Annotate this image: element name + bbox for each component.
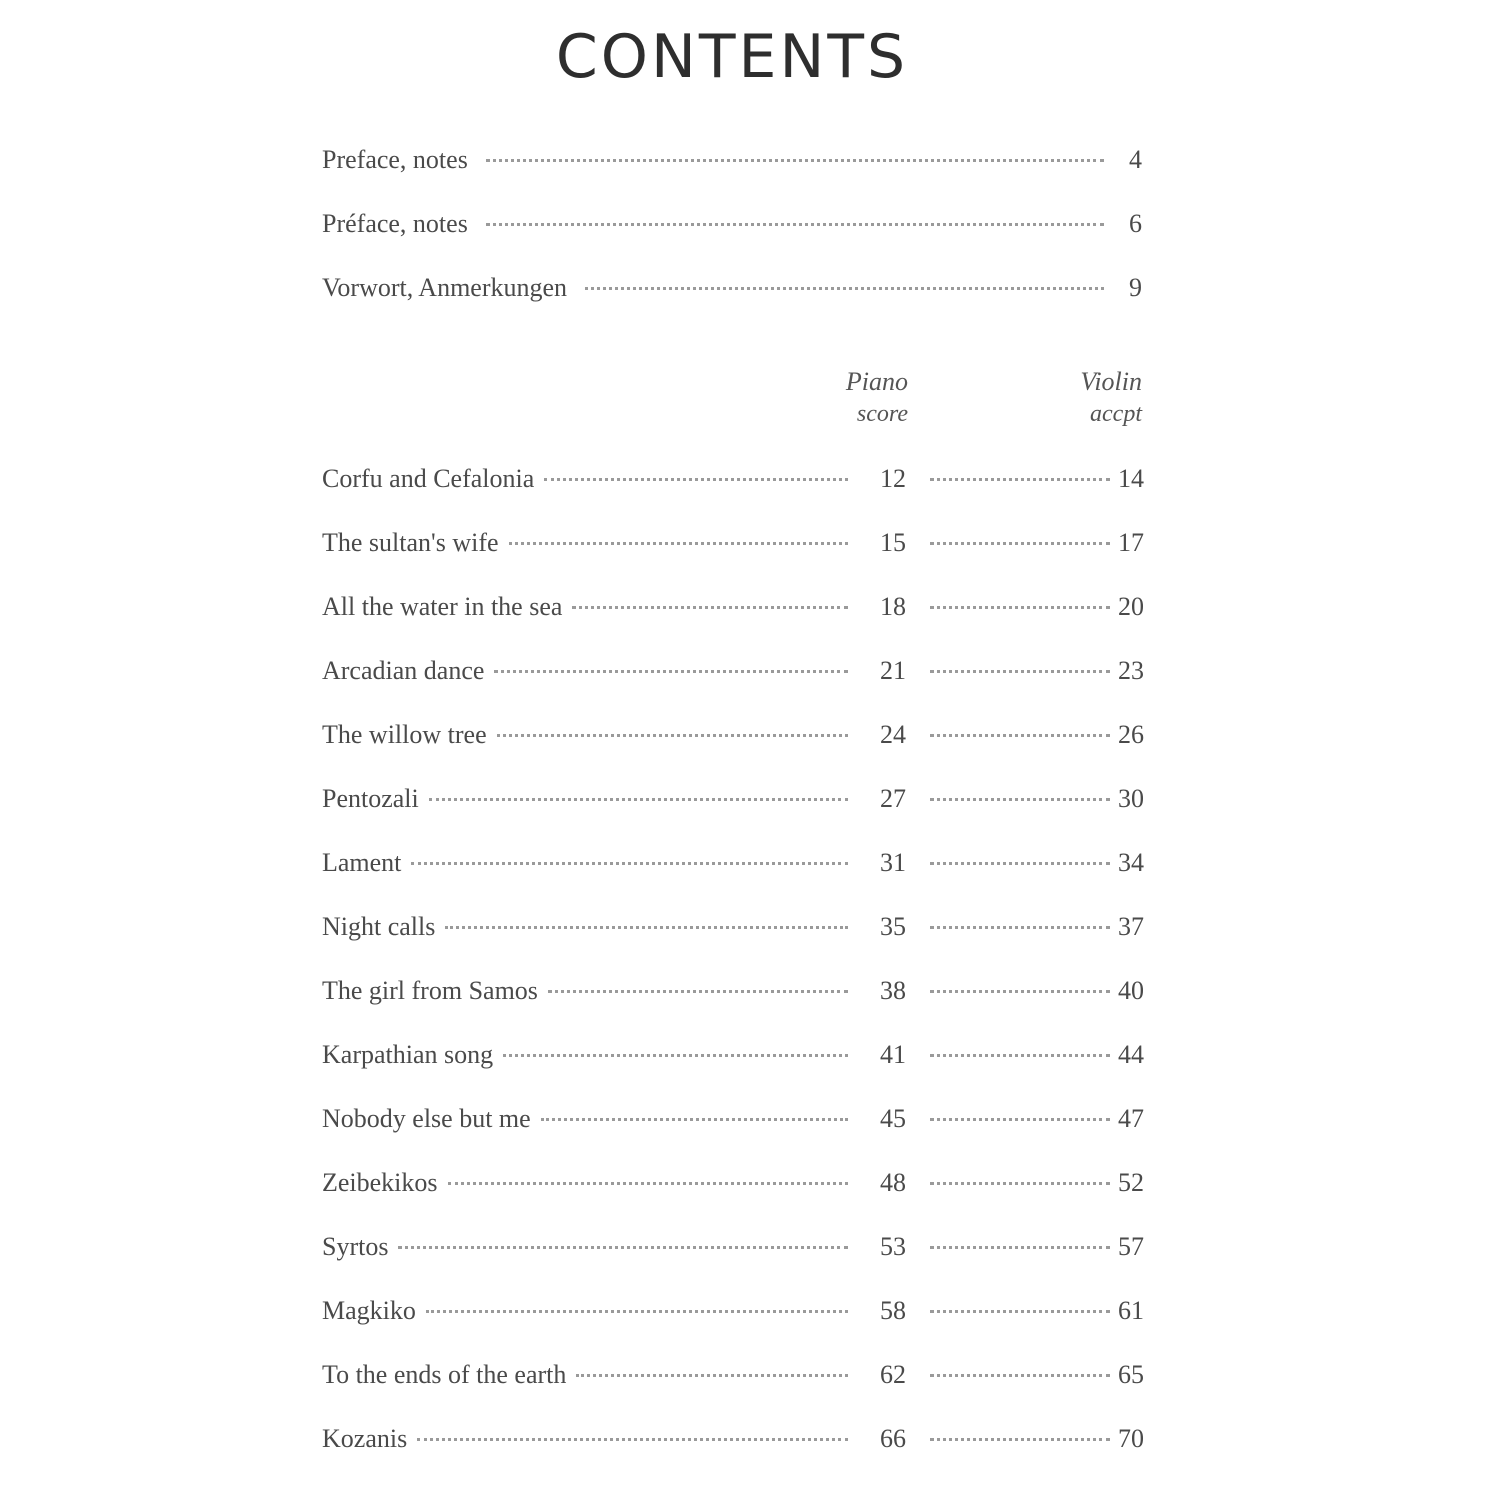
dot-leader xyxy=(445,925,848,929)
dot-leader xyxy=(930,797,1110,801)
piece-title: Syrtos xyxy=(322,1232,389,1261)
piece-title: Zeibekikos xyxy=(322,1168,438,1197)
piece-title: Pentozali xyxy=(322,784,419,813)
piano-page: 38 xyxy=(880,976,906,1005)
piano-page: 66 xyxy=(880,1424,906,1453)
dot-leader xyxy=(930,477,1110,481)
piece-entry xyxy=(322,779,1144,819)
violin-page: 70 xyxy=(1118,1424,1144,1453)
piano-page: 35 xyxy=(880,912,906,941)
piece-entry xyxy=(322,651,1144,691)
piece-entry xyxy=(322,843,1144,883)
piece-entry xyxy=(322,1163,1144,1203)
preface-page: 6 xyxy=(1129,209,1142,238)
piano-page: 48 xyxy=(880,1168,906,1197)
dot-leader xyxy=(930,989,1110,993)
dot-leader xyxy=(448,1181,848,1185)
dot-leader xyxy=(486,222,1104,226)
preface-entry xyxy=(322,204,1142,244)
violin-page: 30 xyxy=(1118,784,1144,813)
piano-page: 15 xyxy=(880,528,906,557)
piece-title: Night calls xyxy=(322,912,436,941)
dot-leader xyxy=(585,286,1104,290)
piano-score-header xyxy=(800,366,908,430)
dot-leader xyxy=(930,925,1110,929)
dot-leader xyxy=(572,605,848,609)
piano-page: 21 xyxy=(880,656,906,685)
dot-leader xyxy=(548,989,848,993)
violin-header-line1: Violin xyxy=(1080,367,1142,396)
piece-title: The willow tree xyxy=(322,720,487,749)
violin-page: 47 xyxy=(1118,1104,1144,1133)
piece-title: Karpathian song xyxy=(322,1040,494,1069)
piano-page: 58 xyxy=(880,1296,906,1325)
piece-title: Nobody else but me xyxy=(322,1104,531,1133)
preface-label: Vorwort, Anmerkungen xyxy=(322,273,568,302)
dot-leader xyxy=(930,541,1110,545)
piece-entry xyxy=(322,1419,1144,1459)
violin-page: 23 xyxy=(1118,656,1144,685)
violin-header-line2: accpt xyxy=(1090,401,1142,427)
violin-page: 37 xyxy=(1118,912,1144,941)
violin-page: 26 xyxy=(1118,720,1144,749)
dot-leader xyxy=(930,1117,1110,1121)
dot-leader xyxy=(930,1053,1110,1057)
piece-entry xyxy=(322,907,1144,947)
preface-label: Preface, notes xyxy=(322,145,468,174)
preface-page: 4 xyxy=(1129,145,1142,174)
piano-page: 24 xyxy=(880,720,906,749)
piece-entry xyxy=(322,1291,1144,1331)
violin-page: 20 xyxy=(1118,592,1144,621)
dot-leader xyxy=(509,541,848,545)
dot-leader xyxy=(930,1373,1110,1377)
piano-page: 12 xyxy=(880,464,906,493)
violin-page: 34 xyxy=(1118,848,1144,877)
preface-label: Préface, notes xyxy=(322,209,468,238)
piano-header-line1: Piano xyxy=(845,367,908,396)
piece-title: The girl from Samos xyxy=(322,976,538,1005)
piece-title: Magkiko xyxy=(322,1296,416,1325)
piece-entry xyxy=(322,715,1144,755)
piano-page: 41 xyxy=(880,1040,906,1069)
dot-leader xyxy=(544,477,848,481)
piano-page: 27 xyxy=(880,784,906,813)
dot-leader xyxy=(930,733,1110,737)
dot-leader xyxy=(503,1053,848,1057)
violin-page: 14 xyxy=(1118,464,1144,493)
piece-entry xyxy=(322,1227,1144,1267)
violin-page: 44 xyxy=(1118,1040,1144,1069)
piano-page: 31 xyxy=(880,848,906,877)
violin-page: 61 xyxy=(1118,1296,1144,1325)
piano-page: 62 xyxy=(880,1360,906,1389)
dot-leader xyxy=(930,669,1110,673)
piece-title: Kozanis xyxy=(322,1424,408,1453)
dot-leader xyxy=(576,1373,848,1377)
dot-leader xyxy=(930,1245,1110,1249)
piece-entry xyxy=(322,1355,1144,1395)
dot-leader xyxy=(930,1309,1110,1313)
violin-accpt-header xyxy=(1030,366,1142,430)
violin-page: 57 xyxy=(1118,1232,1144,1261)
piece-entry xyxy=(322,1035,1144,1075)
piece-entry xyxy=(322,459,1144,499)
piece-entry xyxy=(322,587,1144,627)
piece-title: To the ends of the earth xyxy=(322,1360,567,1389)
piano-page: 53 xyxy=(880,1232,906,1261)
piece-title: Lament xyxy=(322,848,402,877)
violin-page: 40 xyxy=(1118,976,1144,1005)
violin-page: 65 xyxy=(1118,1360,1144,1389)
dot-leader xyxy=(497,733,848,737)
piano-header-line2: score xyxy=(856,401,908,427)
dot-leader xyxy=(426,1309,848,1313)
dot-leader xyxy=(486,158,1104,162)
dot-leader xyxy=(930,1181,1110,1185)
dot-leader xyxy=(411,861,848,865)
violin-page: 17 xyxy=(1118,528,1144,557)
piece-title: Corfu and Cefalonia xyxy=(322,464,535,493)
piece-entry xyxy=(322,523,1144,563)
piano-page: 45 xyxy=(880,1104,906,1133)
piece-title: The sultan's wife xyxy=(322,528,499,557)
piece-entry xyxy=(322,971,1144,1011)
preface-page: 9 xyxy=(1129,273,1142,302)
dot-leader xyxy=(398,1245,848,1249)
preface-entry xyxy=(322,140,1142,180)
dot-leader xyxy=(494,669,848,673)
piece-title: All the water in the sea xyxy=(322,592,563,621)
dot-leader xyxy=(541,1117,848,1121)
dot-leader xyxy=(930,861,1110,865)
piece-title: Arcadian dance xyxy=(322,656,485,685)
dot-leader xyxy=(930,1437,1110,1441)
piece-entry xyxy=(322,1099,1144,1139)
violin-page: 52 xyxy=(1118,1168,1144,1197)
dot-leader xyxy=(417,1437,848,1441)
dot-leader xyxy=(429,797,848,801)
dot-leader xyxy=(930,605,1110,609)
page-title: CONTENTS xyxy=(555,22,909,92)
piano-page: 18 xyxy=(880,592,906,621)
preface-entry xyxy=(322,268,1142,308)
